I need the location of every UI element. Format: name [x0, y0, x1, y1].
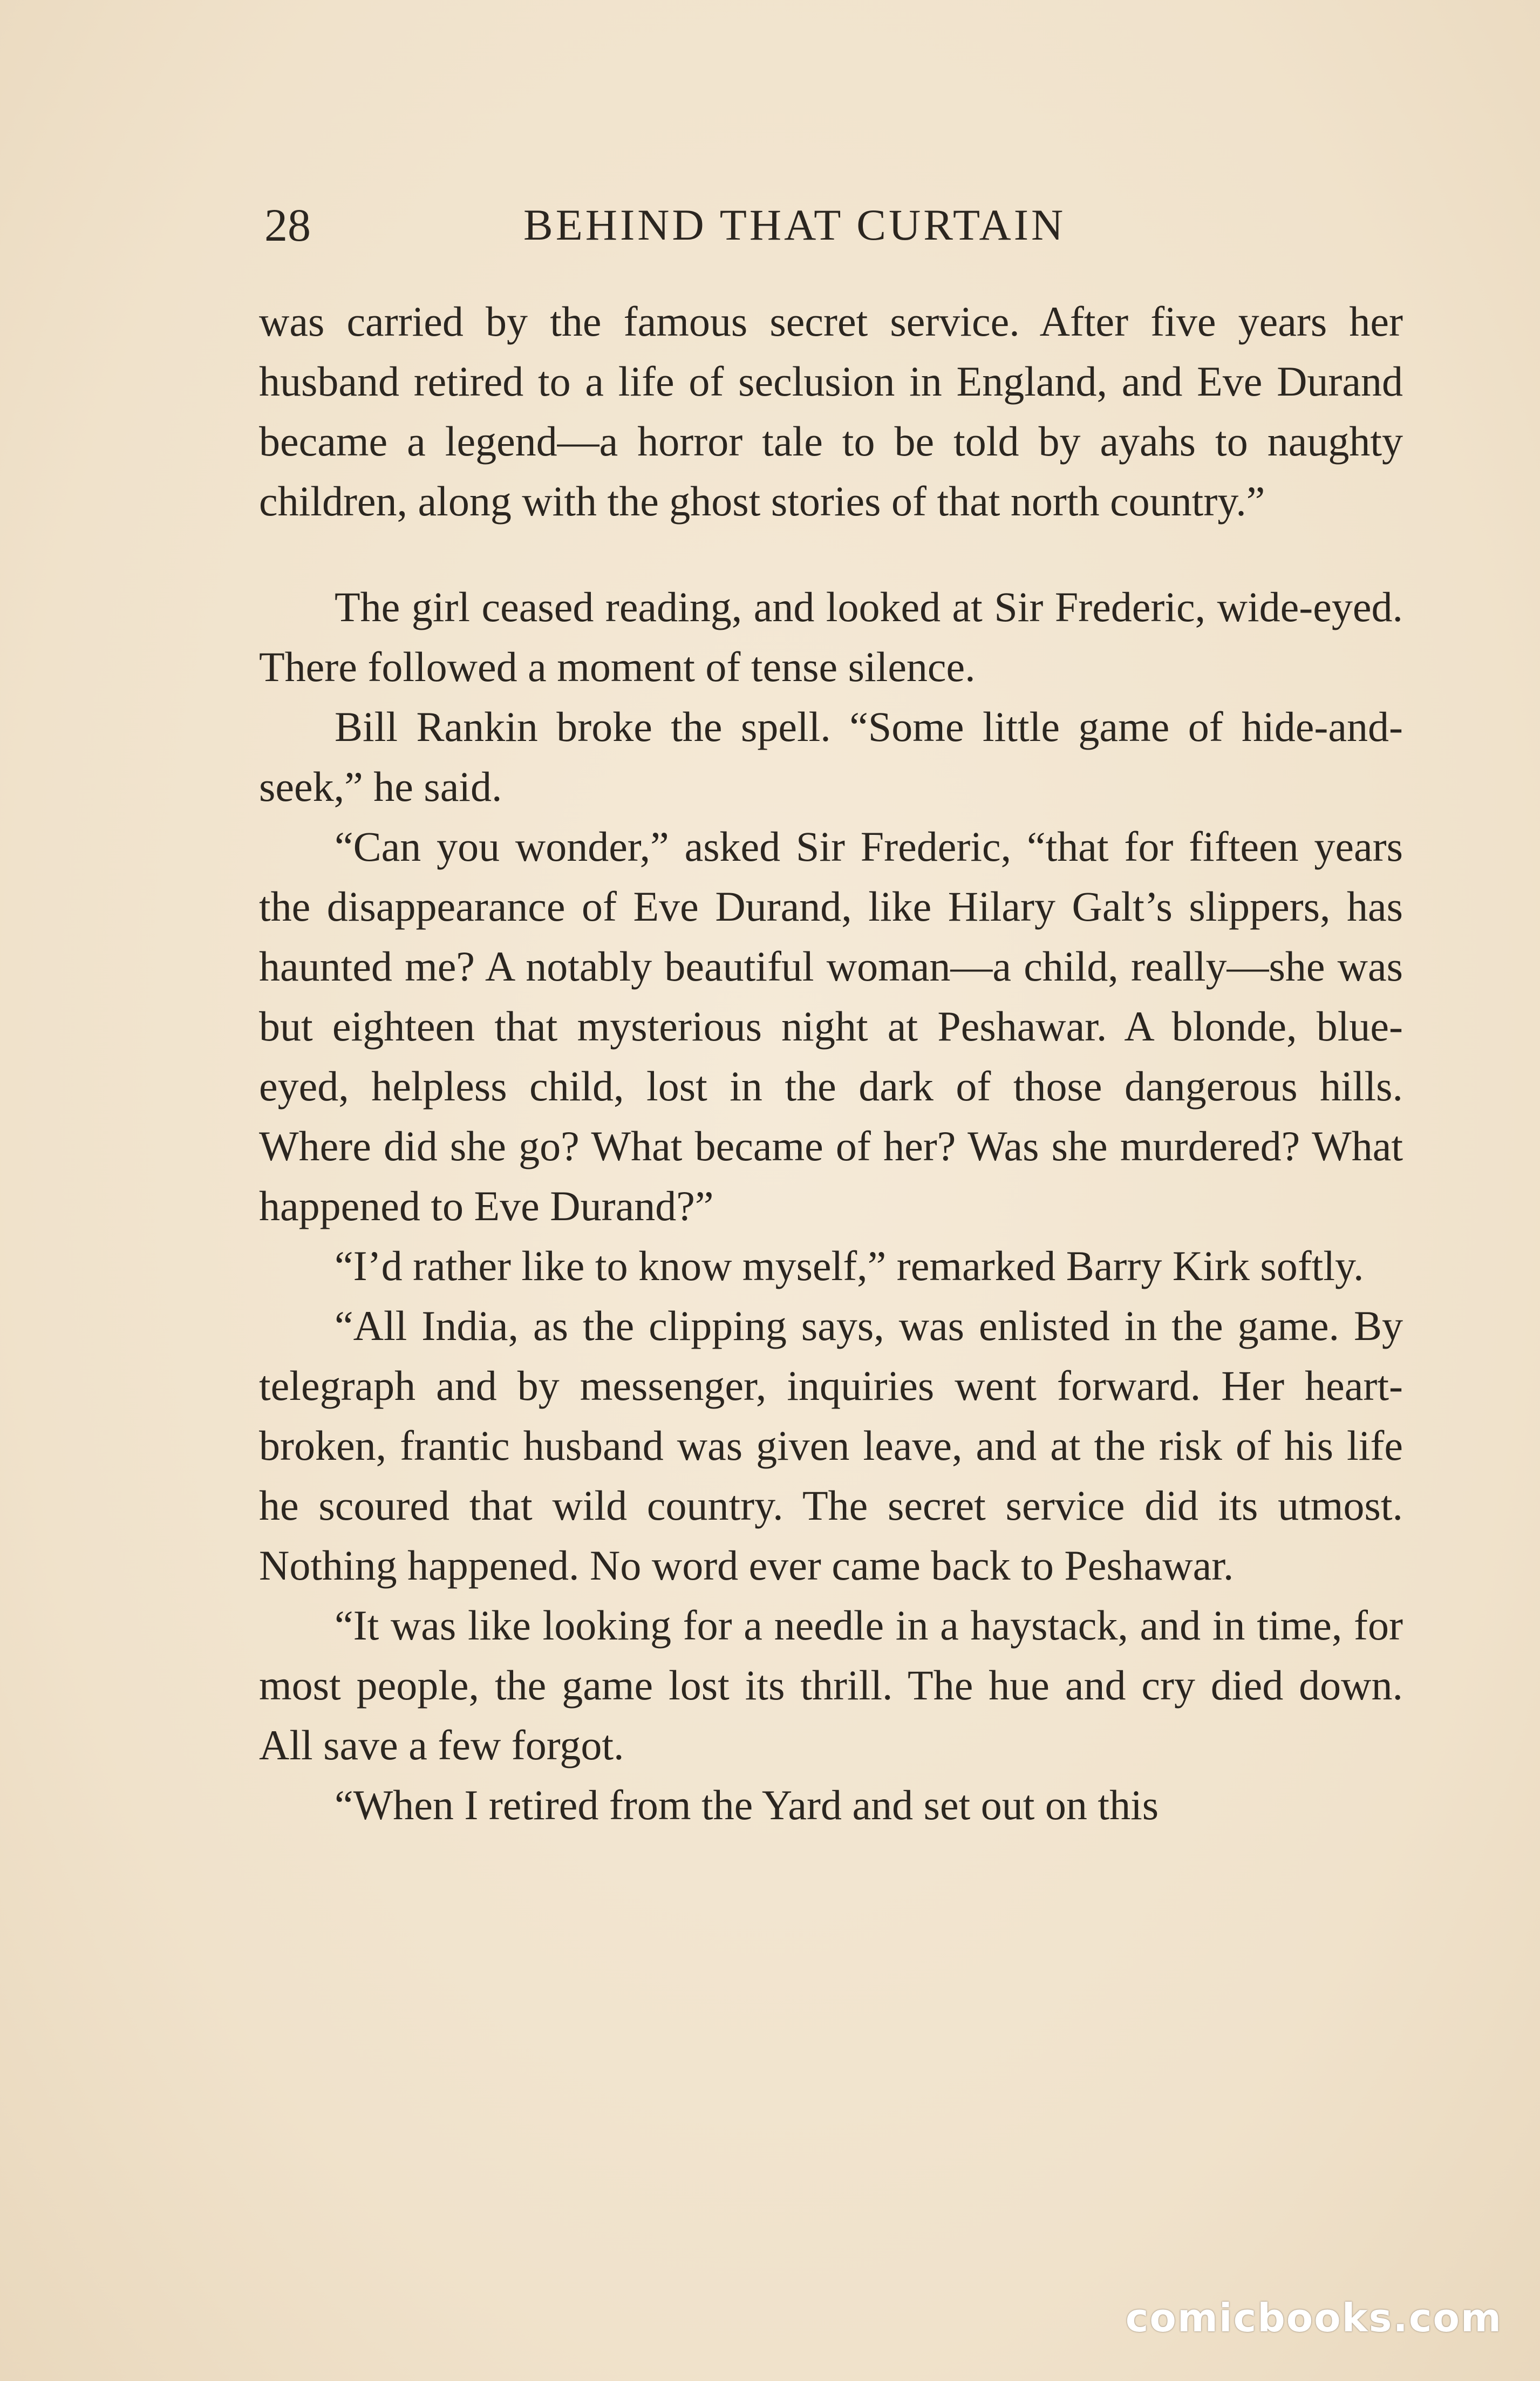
page-number: 28 [264, 199, 311, 251]
running-title: BEHIND THAT CURTAIN [523, 200, 1066, 249]
page-header [264, 195, 1414, 255]
paragraph: was carried by the famous secret service. After five years her husband retired to a life of seclusion in England, and Eve Durand became a legend—a horror tale to be told by ayahs to naughty children, along with the ghost stories of that north country.” [259, 298, 1403, 525]
paragraph: “It was like looking for a needle in a haystack, and in time, for most people, the game lost its thrill. The hue and cry died down. All save a few forgot. [259, 1602, 1403, 1768]
paragraph: The girl ceased reading, and looked at Sir Frederic, wide-eyed. There followed a moment of tense silence. [259, 583, 1403, 690]
paragraph: “All India, as the clipping says, was enlisted in the game. By telegraph and by messenger, inquiries went forward. Her heart-broken, frantic husband was given leave, and at the risk of his life he scoured that wild country. The secret service did its utmost. Nothing happened. No word ever came back to Peshawar. [259, 1302, 1403, 1589]
watermark: comicbooks.com [1125, 2295, 1502, 2341]
paragraph: “Can you wonder,” asked Sir Frederic, “that for fifteen years the disappearance of Eve Durand, like Hilary Galt’s slippers, has haunted me? A notably beautiful woman—a child, really—she was but eighteen that mysterious night at Peshawar. A blonde, blue-eyed, helpless child, lost in the dark of those dangerous hills. Where did she go? What became of her? Was she murdered? What happened to Eve Durand?” [259, 823, 1403, 1229]
paragraph: “I’d rather like to know myself,” remarked Barry Kirk softly. [335, 1242, 1364, 1289]
paragraph: Bill Rankin broke the spell. “Some little game of hide-and-seek,” he said. [259, 703, 1403, 810]
page-body [259, 291, 1403, 1835]
paragraph: “When I retired from the Yard and set out on this [335, 1781, 1159, 1828]
